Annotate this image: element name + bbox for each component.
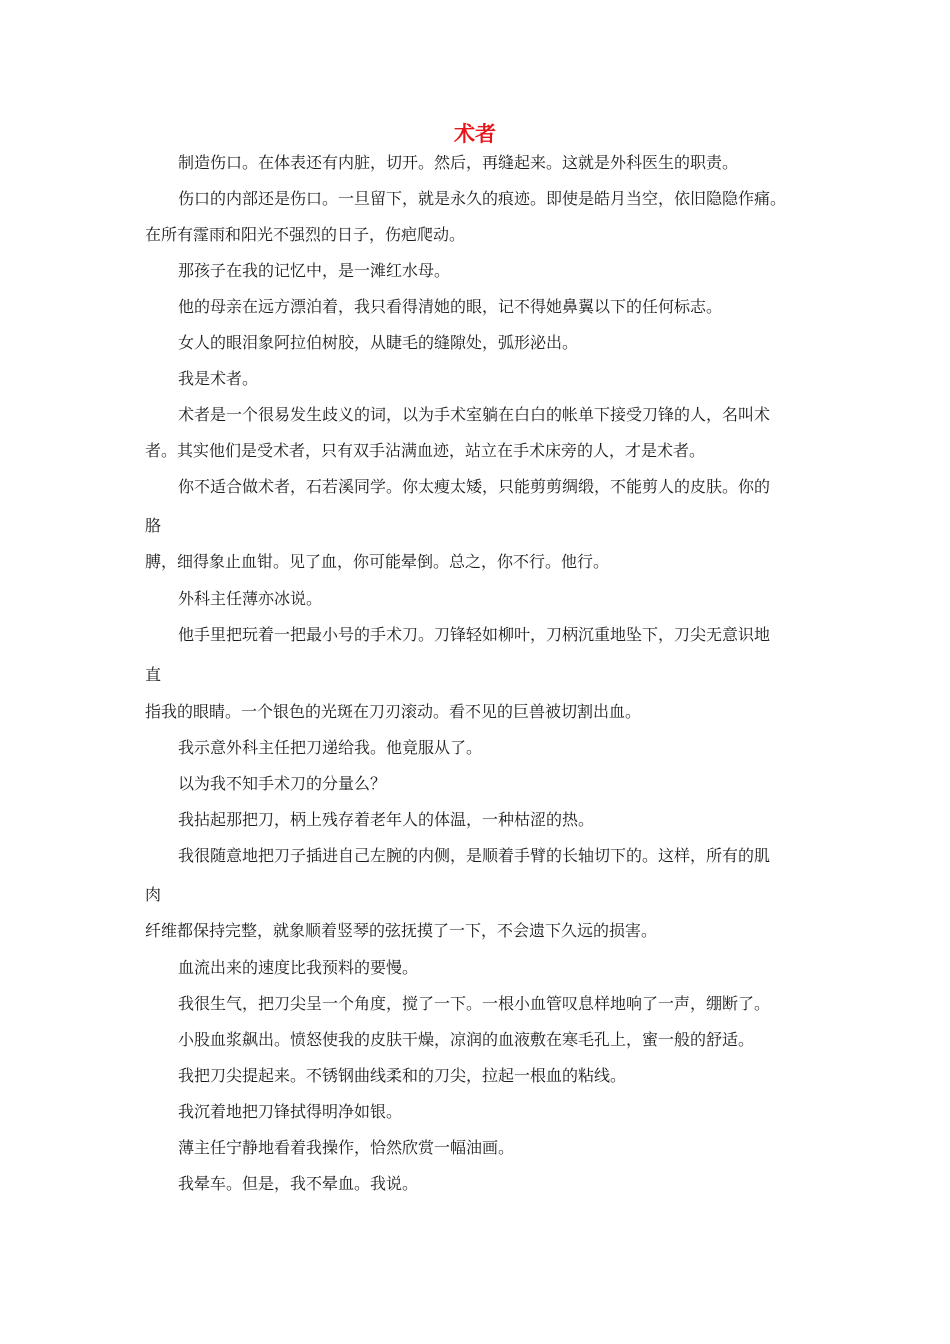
paragraph-line: 我沉着地把刀锋拭得明净如银。 (178, 1102, 403, 1121)
paragraph-line: 你不适合做术者，石若溪同学。你太瘦太矮，只能剪剪绸缎，不能剪人的皮肤。你的 (178, 477, 771, 496)
paragraph-line: 制造伤口。在体表还有内脏，切开。然后，再缝起来。这就是外科医生的职责。 (178, 153, 739, 172)
paragraph-line: 我拈起那把刀，柄上残存着老年人的体温，一种枯涩的热。 (178, 810, 595, 829)
paragraph-line: 以为我不知手术刀的分量么？ (178, 774, 387, 793)
paragraph-line: 者。其实他们是受术者，只有双手沾满血迹，站立在手术床旁的人，才是术者。 (145, 441, 706, 460)
paragraph-line: 在所有霪雨和阳光不强烈的日子，伤疤爬动。 (145, 225, 466, 244)
paragraph-line: 我是术者。 (178, 369, 259, 388)
paragraph-line: 纤维都保持完整，就象顺着竖琴的弦抚摸了一下，不会遗下久远的损害。 (145, 921, 658, 940)
paragraph-line: 我很生气，把刀尖呈一个角度，搅了一下。一根小血管叹息样地响了一声，绷断了。 (178, 994, 771, 1013)
paragraph-line: 血流出来的速度比我预料的要慢。 (178, 958, 419, 977)
paragraph-line: 我把刀尖提起来。不锈钢曲线柔和的刀尖，拉起一根血的粘线。 (178, 1066, 627, 1085)
paragraph-line: 他的母亲在远方漂泊着，我只看得清她的眼，记不得她鼻翼以下的任何标志。 (178, 297, 723, 316)
paragraph-line: 小股血浆飙出。愤怒使我的皮肤干燥，凉润的血液敷在寒毛孔上，蜜一般的舒适。 (178, 1030, 755, 1049)
paragraph-line: 膊，细得象止血钳。见了血，你可能晕倒。总之，你不行。他行。 (145, 552, 610, 571)
paragraph-line: 我晕车。但是，我不晕血。我说。 (178, 1174, 419, 1193)
paragraph-line: 那孩子在我的记忆中，是一滩红水母。 (178, 261, 451, 280)
paragraph-line: 指我的眼睛。一个银色的光斑在刀刃滚动。看不见的巨兽被切割出血。 (145, 702, 642, 721)
document-title: 术者 (454, 122, 496, 146)
paragraph-line: 直 (145, 665, 162, 684)
paragraph-line: 外科主任薄亦冰说。 (178, 589, 323, 608)
paragraph-line: 他手里把玩着一把最小号的手术刀。刀锋轻如柳叶，刀柄沉重地坠下，刀尖无意识地 (178, 625, 771, 644)
paragraph-line: 女人的眼泪象阿拉伯树胶，从睫毛的缝隙处，弧形泌出。 (178, 333, 579, 352)
paragraph-line: 肉 (145, 885, 162, 904)
paragraph-line: 我很随意地把刀子插进自己左腕的内侧，是顺着手臂的长轴切下的。这样，所有的肌 (178, 846, 771, 865)
paragraph-line: 术者是一个很易发生歧义的词，以为手术室躺在白白的帐单下接受刀锋的人，名叫术 (178, 405, 771, 424)
paragraph-line: 薄主任宁静地看着我操作，恰然欣赏一幅油画。 (178, 1138, 515, 1157)
paragraph-line: 我示意外科主任把刀递给我。他竟服从了。 (178, 738, 483, 757)
paragraph-line: 胳 (145, 516, 162, 535)
paragraph-line: 伤口的内部还是伤口。一旦留下，就是永久的痕迹。即使是皓月当空，依旧隐隐作痛。 (178, 189, 787, 208)
